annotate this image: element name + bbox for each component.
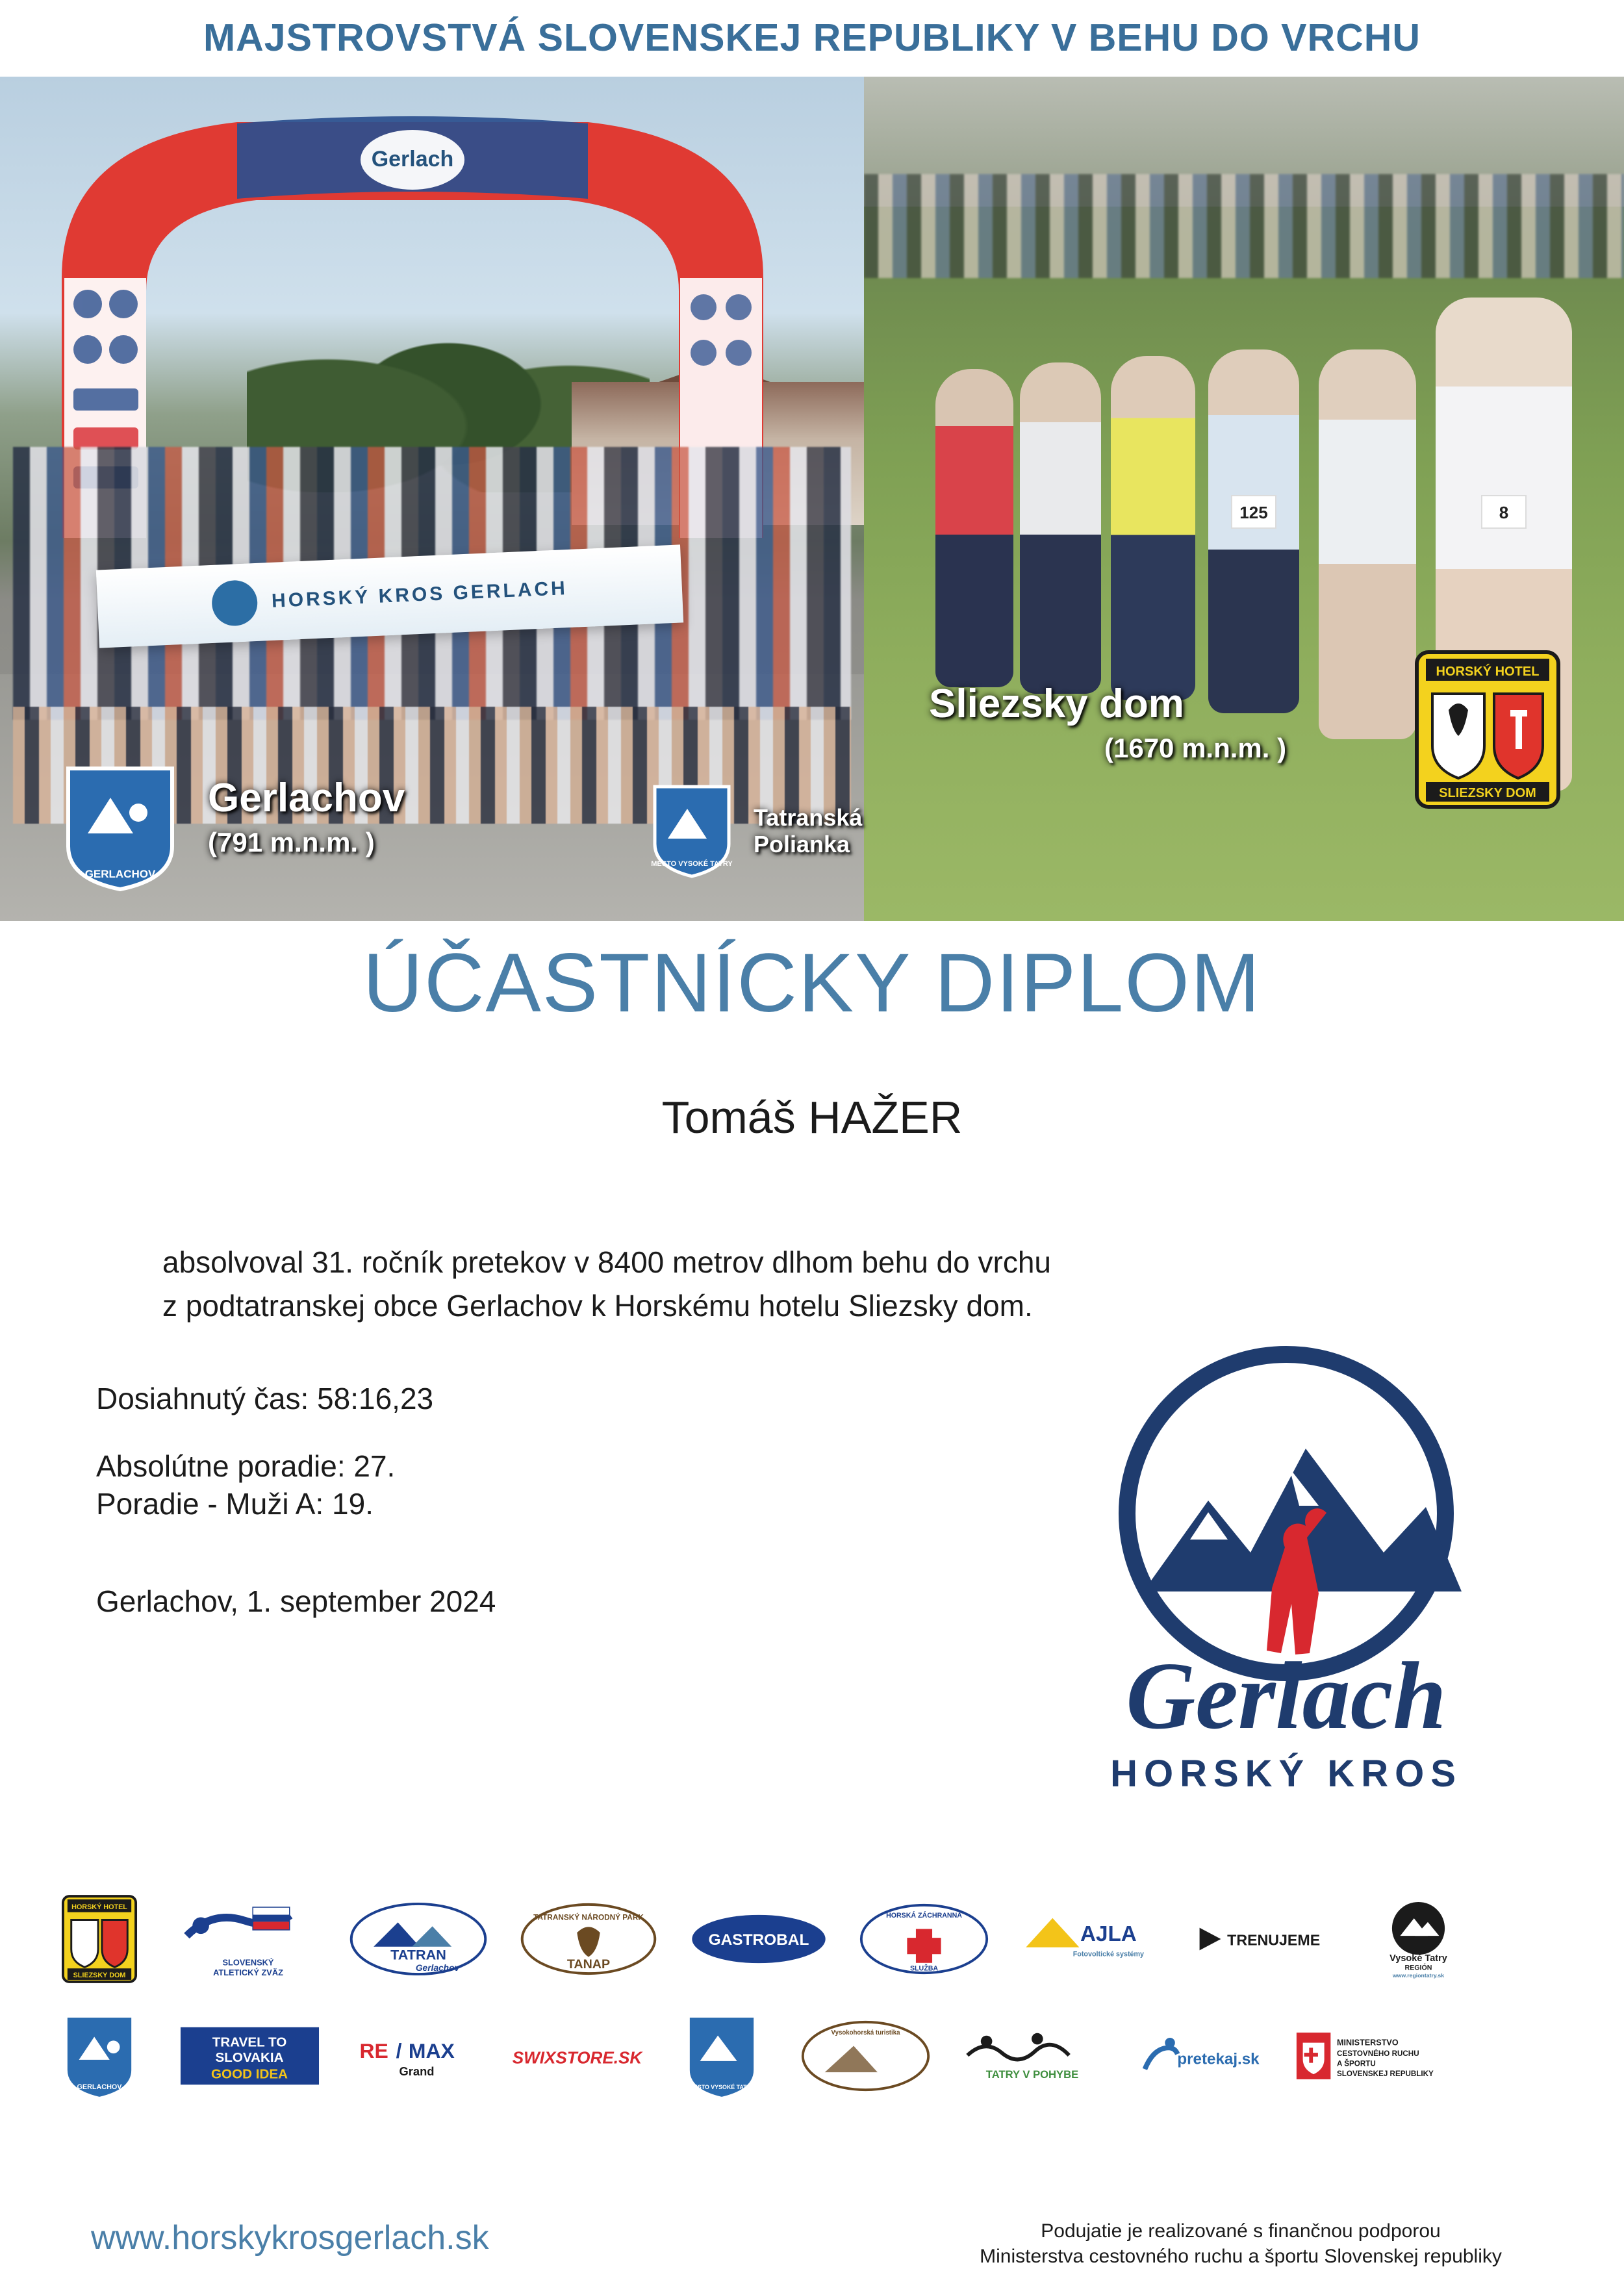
tatry-v-pohybe-icon xyxy=(960,2027,1105,2085)
svg-text:SLOVENSKÝ: SLOVENSKÝ xyxy=(222,1957,274,1968)
svg-text:SLOVAKIA: SLOVAKIA xyxy=(215,2049,284,2065)
sponsor-logo xyxy=(1349,1894,1488,1984)
label-tatranska-polianka xyxy=(754,804,862,858)
svg-text:pretekaj.sk: pretekaj.sk xyxy=(1177,2050,1260,2068)
sponsor-logo xyxy=(173,1894,323,1984)
tatran-gerlachov-icon xyxy=(348,1901,489,1977)
svg-text:Gerlachov: Gerlachov xyxy=(415,1963,460,1973)
svg-text:GASTROBAL: GASTROBAL xyxy=(708,1931,809,1949)
swixstore-icon xyxy=(511,2037,643,2075)
gastrobal-icon xyxy=(688,1910,830,1968)
result-block xyxy=(96,1384,941,1624)
tanap-icon xyxy=(518,1901,659,1977)
remax-icon xyxy=(351,2027,483,2085)
place-and-date: Gerlachov, 1. september 2024 xyxy=(96,1584,496,1618)
banner-logo-icon xyxy=(211,579,259,627)
description-line-2: z podtatranskej obce Gerlachov k Horskému hotelu Sliezsky dom. xyxy=(162,1288,1033,1323)
label-sliezsky-dom-altitude: (1670 m.n.m. ) xyxy=(1104,733,1287,763)
sponsor-logo xyxy=(173,2010,326,2101)
svg-text:Vysoké Tatry: Vysoké Tatry xyxy=(1389,1953,1447,1964)
svg-text:GERLACHOV: GERLACHOV xyxy=(84,868,156,880)
runner-figure xyxy=(1319,349,1416,739)
svg-text:Vysokohorská turistika: Vysokohorská turistika xyxy=(831,2029,900,2037)
label-gerlachov-altitude: (791 m.n.m. ) xyxy=(208,827,375,857)
sponsor-logo xyxy=(854,1894,994,1984)
horska-zachranna-sluzba-icon xyxy=(858,1901,990,1977)
description-line-1: absolvoval 31. ročník pretekov v 8400 metrov dlhom behu do vrchu xyxy=(162,1245,1051,1279)
sponsor-logo xyxy=(347,2010,487,2101)
hotel-emblem-bottom-text: SLIEZSKY DOM xyxy=(1439,786,1536,800)
hotel-emblem-top-text: HORSKÝ HOTEL xyxy=(1436,665,1540,679)
svg-text:AJLA: AJLA xyxy=(1080,1921,1137,1946)
sliezsky-dom-hotel-icon xyxy=(61,1894,138,1984)
support-note xyxy=(896,2218,1585,2269)
svg-text:A ŠPORTU: A ŠPORTU xyxy=(1337,2059,1376,2068)
diploma-description xyxy=(162,1241,1475,1327)
category-rank: Poradie - Muži A: 19. xyxy=(96,1487,374,1521)
slovensky-atleticky-zvaz-icon xyxy=(177,1897,319,1981)
svg-text:TRENUJEME: TRENUJEME xyxy=(1227,1931,1321,1949)
spectators-decor xyxy=(864,174,1624,278)
svg-text:REGIÓN: REGIÓN xyxy=(1404,1964,1432,1972)
sponsor-logos xyxy=(45,1890,1579,2105)
gerlachov-crest-small-icon xyxy=(61,2011,138,2101)
svg-text:RE: RE xyxy=(359,2038,388,2062)
label-tatranska-line2: Polianka xyxy=(754,831,850,858)
sponsor-logo xyxy=(1015,1894,1167,1984)
svg-text:GOOD IDEA: GOOD IDEA xyxy=(211,2066,288,2082)
sponsor-logo xyxy=(1290,2010,1453,2101)
sponsor-logo xyxy=(514,1894,663,1984)
label-gerlachov: Gerlachov xyxy=(208,776,405,820)
pretekaj-sk-icon xyxy=(1134,2034,1265,2078)
sponsor-logo xyxy=(1130,2010,1269,2101)
sponsor-logo xyxy=(796,2010,935,2101)
svg-text:GERLACHOV: GERLACHOV xyxy=(77,2083,121,2092)
svg-text:MESTO VYSOKÉ TATRY: MESTO VYSOKÉ TATRY xyxy=(689,2084,754,2091)
svg-text:MINISTERSTVO: MINISTERSTVO xyxy=(1337,2038,1399,2048)
svg-text:HORSKÁ ZÁCHRANNÁ: HORSKÁ ZÁCHRANNÁ xyxy=(886,1912,962,1920)
svg-text:TATRANSKÝ NÁRODNÝ PARK: TATRANSKÝ NÁRODNÝ PARK xyxy=(533,1912,644,1922)
travel-to-slovakia-icon xyxy=(177,2021,322,2091)
svg-text:SLOVENSKEJ REPUBLIKY: SLOVENSKEJ REPUBLIKY xyxy=(1337,2070,1434,2079)
tatranska-polianka-crest-icon xyxy=(650,781,734,879)
photo-band xyxy=(0,77,1624,921)
sponsor-logo xyxy=(956,2010,1109,2101)
svg-text:ATLETICKÝ ZVÄZ: ATLETICKÝ ZVÄZ xyxy=(213,1968,283,1978)
runner-bib-number: 8 xyxy=(1481,495,1527,529)
sponsor-logo xyxy=(684,1894,833,1984)
svg-text:CESTOVNÉHO RUCHU: CESTOVNÉHO RUCHU xyxy=(1337,2049,1419,2058)
svg-text:SLIEZSKY DOM: SLIEZSKY DOM xyxy=(73,1972,125,1979)
svg-text:HORSKÝ HOTEL: HORSKÝ HOTEL xyxy=(71,1903,127,1911)
svg-text:Fotovoltické systémy: Fotovoltické systémy xyxy=(1072,1950,1145,1959)
sponsor-logo xyxy=(1188,1894,1328,1984)
sponsor-row-2 xyxy=(45,2007,1579,2105)
svg-text:MAX: MAX xyxy=(408,2038,455,2062)
banner-text: HORSKÝ KROS GERLACH xyxy=(271,577,568,612)
mesto-vysoke-tatry-icon xyxy=(683,2011,760,2101)
sponsor-logo xyxy=(344,1894,493,1984)
achieved-time: Dosiahnutý čas: 58:16,23 xyxy=(96,1382,434,1415)
label-sliezsky-dom: Sliezsky dom xyxy=(929,681,1184,726)
svg-text:www.regiontatry.sk: www.regiontatry.sk xyxy=(1392,1972,1445,1979)
sponsor-logo xyxy=(45,1894,153,1984)
ministerstvo-cestovneho-ruchu-icon xyxy=(1294,2021,1449,2091)
svg-text:MESTO VYSOKÉ TATRY: MESTO VYSOKÉ TATRY xyxy=(651,860,733,868)
participant-name: Tomáš HAŽER xyxy=(661,1092,963,1143)
vysokohorska-turistika-icon xyxy=(800,2018,932,2094)
runner-figure xyxy=(1208,349,1299,713)
runner-bib-number: 125 xyxy=(1231,495,1276,529)
gajla-icon xyxy=(1019,1910,1163,1968)
gerlachov-crest-icon xyxy=(62,762,179,892)
sponsor-logo xyxy=(45,2010,153,2101)
svg-text:Grand: Grand xyxy=(399,2064,435,2078)
runner-figure xyxy=(935,369,1013,687)
logo-subtitle: HORSKÝ KROS xyxy=(1110,1753,1462,1795)
sliezsky-dom-hotel-logo-icon xyxy=(1413,648,1562,811)
svg-text:TATRAN: TATRAN xyxy=(390,1946,446,1963)
svg-text:SWIXSTORE.SK: SWIXSTORE.SK xyxy=(512,2048,642,2068)
runner-figure xyxy=(1020,362,1101,694)
page-header-title: MAJSTROVSTVÁ SLOVENSKEJ REPUBLIKY V BEHU DO VRCHU xyxy=(203,16,1421,59)
vysoke-tatry-region-icon xyxy=(1352,1897,1484,1981)
overall-rank: Absolútne poradie: 27. xyxy=(96,1449,396,1483)
gerlach-horsky-kros-logo xyxy=(994,1338,1579,1832)
logo-wordmark: Gerlach xyxy=(1126,1643,1447,1749)
label-tatranska-line1: Tatranská xyxy=(754,804,863,831)
svg-text:SLUŽBA: SLUŽBA xyxy=(909,1964,939,1973)
sponsor-row-1 xyxy=(45,1890,1579,1988)
runner-figure xyxy=(1111,356,1195,700)
svg-text:TRAVEL TO: TRAVEL TO xyxy=(212,2035,287,2050)
sponsor-logo xyxy=(507,2010,647,2101)
support-note-line-1: Podujatie je realizované s finančnou podporou xyxy=(1041,2220,1441,2242)
svg-text:Gerlach: Gerlach xyxy=(371,147,454,171)
website-url[interactable]: www.horskykrosgerlach.sk xyxy=(91,2219,489,2257)
trenujeme-icon xyxy=(1192,1920,1324,1958)
svg-text:/: / xyxy=(396,2038,402,2062)
svg-text:TATRY V POHYBE: TATRY V POHYBE xyxy=(985,2068,1079,2081)
sponsor-logo xyxy=(668,2010,775,2101)
diploma-title: ÚČASTNÍCKY DIPLOM xyxy=(362,937,1262,1030)
svg-text:TANAP: TANAP xyxy=(566,1957,611,1972)
support-note-line-2: Ministerstva cestovného ruchu a športu Slovenskej republiky xyxy=(980,2246,1502,2267)
